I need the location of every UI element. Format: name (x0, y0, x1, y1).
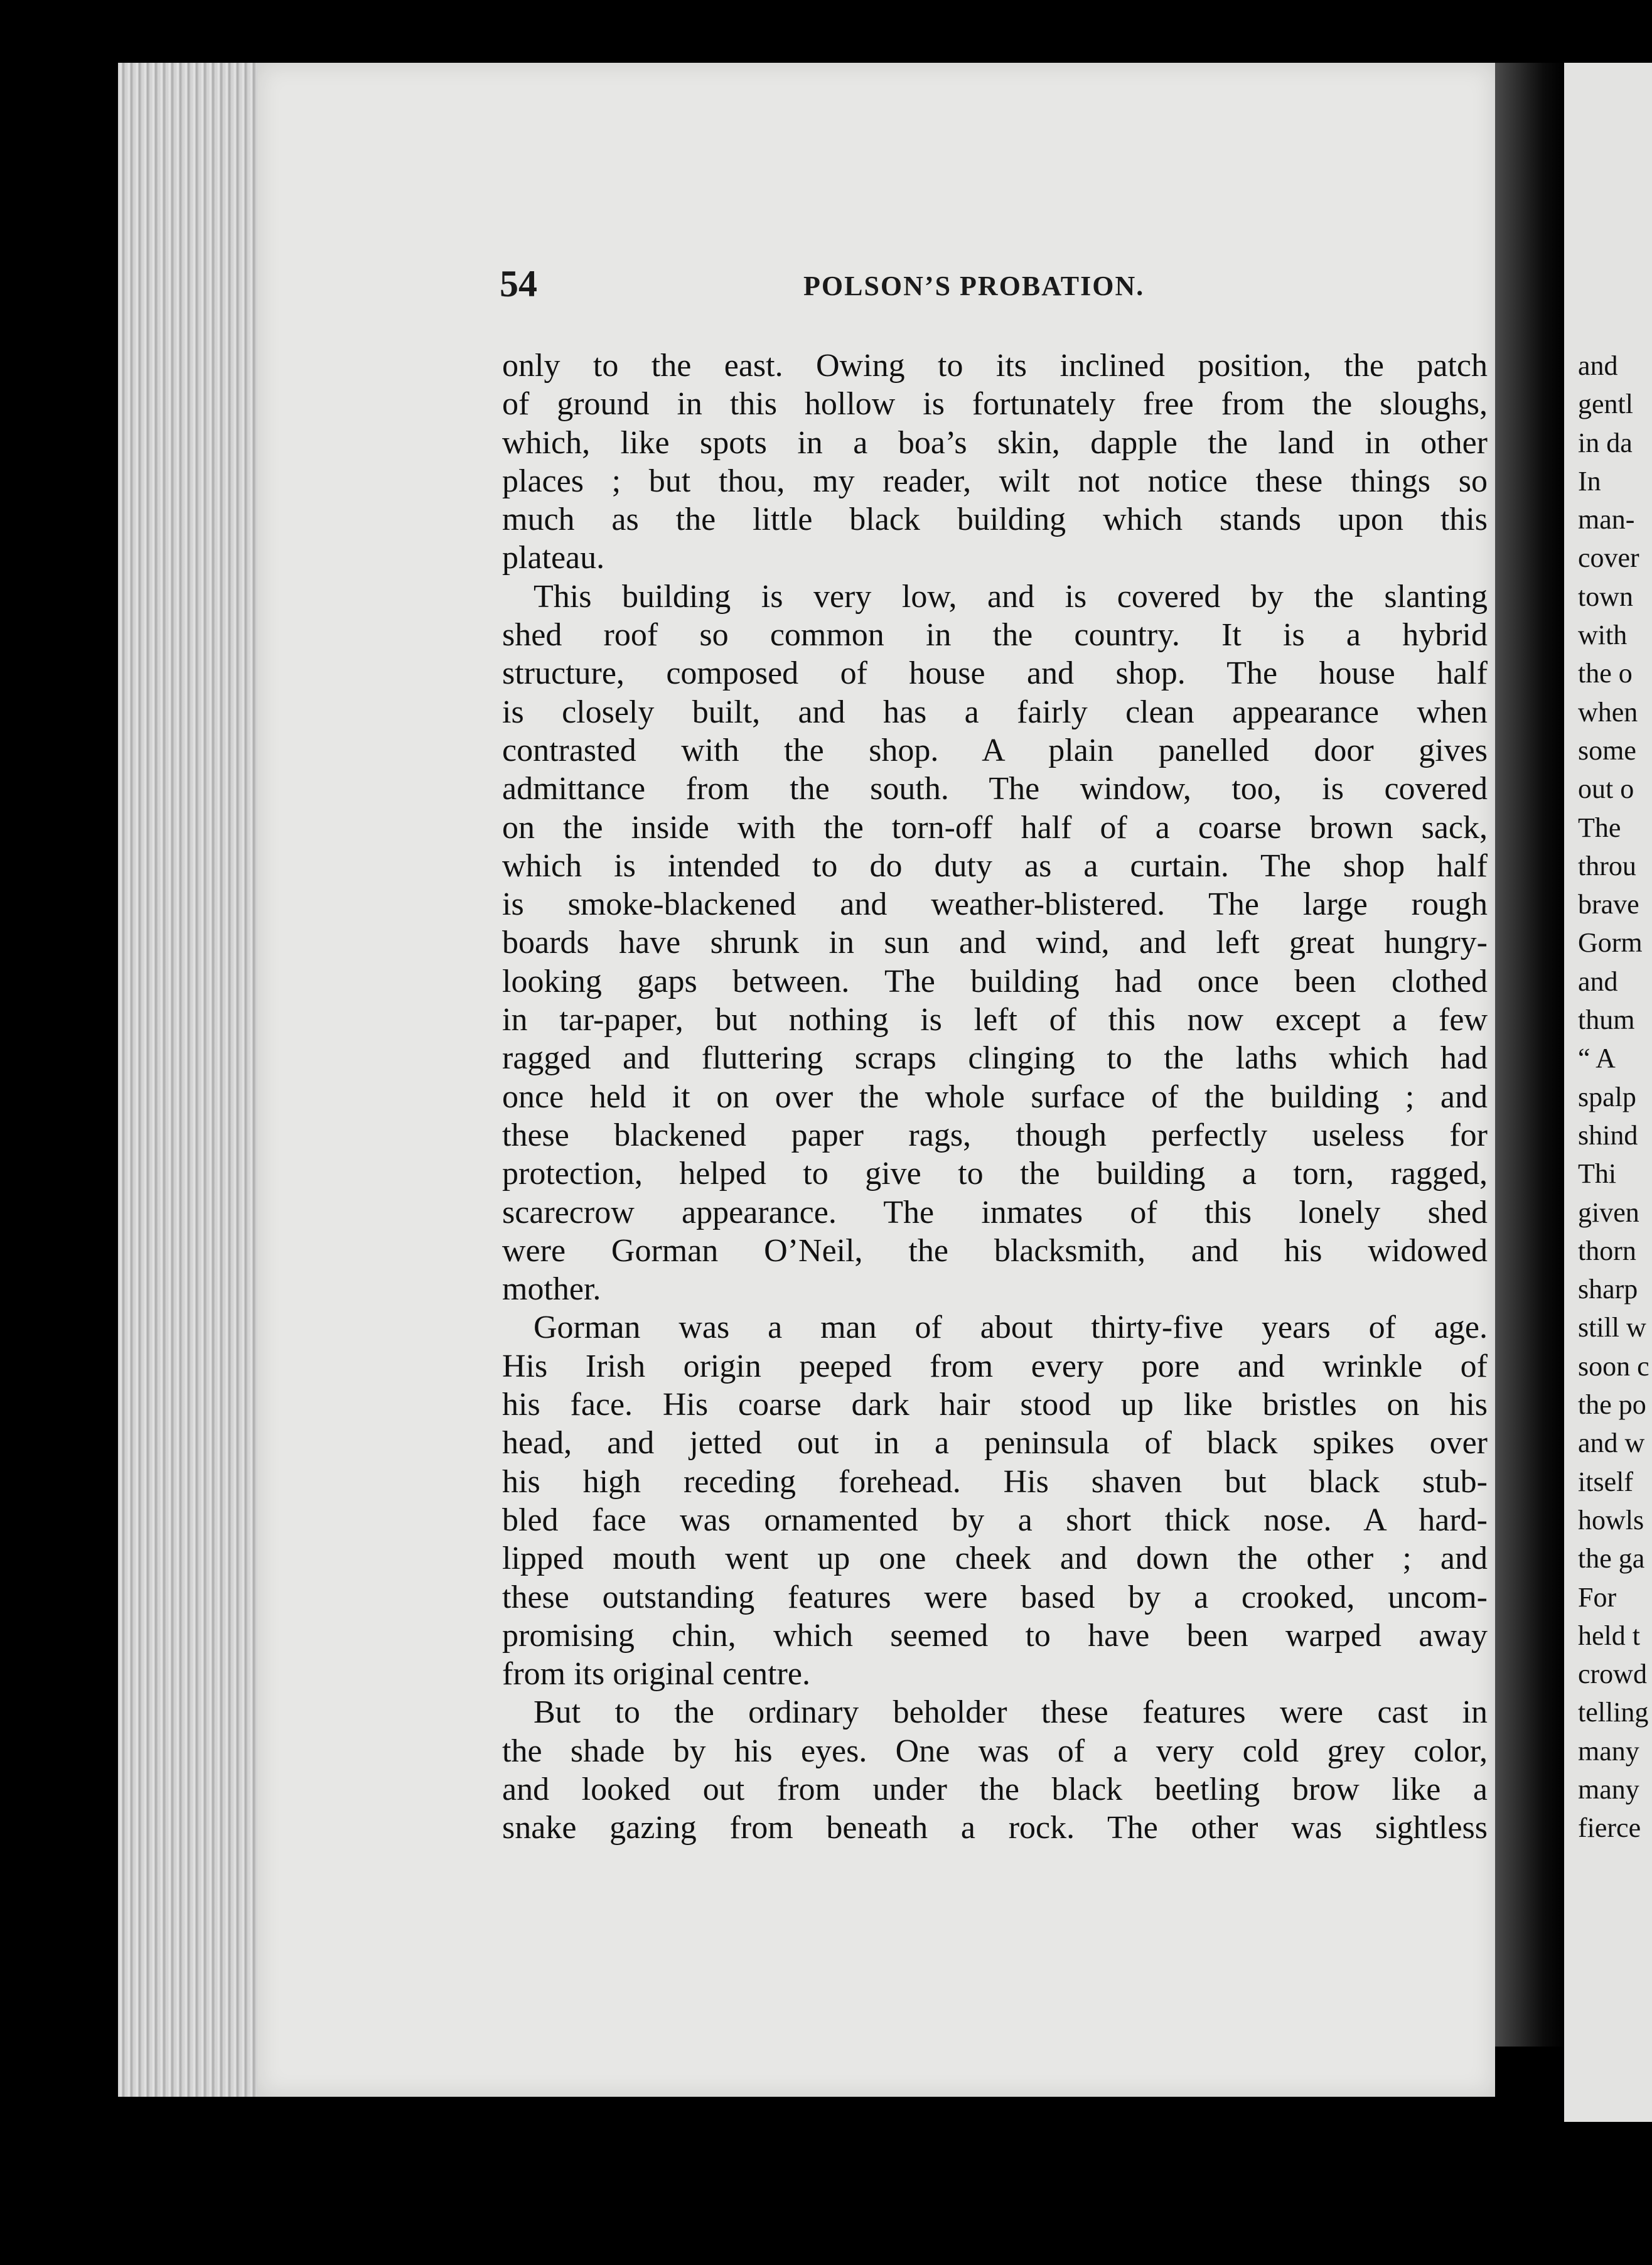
text-line: plateau. (502, 540, 605, 576)
right-page-line: soon c (1578, 1350, 1649, 1382)
text-line: places ; but thou, my reader, wilt not notice these things so (502, 463, 1488, 499)
text-line: from its original centre. (502, 1656, 810, 1692)
right-page-line: and w (1578, 1428, 1645, 1459)
right-page-line: shind (1578, 1119, 1638, 1151)
right-page-line: and (1578, 350, 1618, 381)
right-page-line: itself (1578, 1466, 1633, 1497)
text-line: were Gorman O’Neil, the blacksmith, and his widowed (502, 1232, 1488, 1269)
text-line: in tar-paper, but nothing is left of this now except a few (502, 1002, 1488, 1038)
right-page-line: many (1578, 1735, 1639, 1767)
page-number: 54 (500, 263, 537, 304)
text-line: promising chin, which seemed to have been warped away (502, 1617, 1488, 1654)
text-line: much as the little black building which stands upon this (502, 502, 1488, 538)
text-line: This building is very low, and is covered by the slanting (534, 578, 1488, 615)
right-page-line: town (1578, 581, 1633, 612)
right-page-line: out o (1578, 773, 1634, 805)
right-page-line: crowd (1578, 1659, 1647, 1690)
text-line: the shade by his eyes. One was of a very cold grey color, (502, 1733, 1488, 1769)
right-page-line: “ A (1578, 1043, 1616, 1074)
right-page-line: telling (1578, 1697, 1649, 1728)
text-line: Gorman was a man of about thirty-five years of age. (534, 1310, 1488, 1346)
text-line: admittance from the south. The window, too, is covered (502, 771, 1488, 807)
right-page-line: cover (1578, 542, 1639, 574)
body-text (502, 347, 1488, 1848)
right-page-line: thum (1578, 1004, 1635, 1036)
text-line: these blackened paper rags, though perfectly useless for (502, 1117, 1488, 1153)
text-line: head, and jetted out in a peninsula of black spikes over (502, 1425, 1488, 1461)
text-line: structure, composed of house and shop. The house half (502, 655, 1488, 692)
text-line: snake gazing from beneath a rock. The other was sightless (502, 1810, 1488, 1846)
text-line: his high receding forehead. His shaven but black stub- (502, 1463, 1488, 1500)
text-line: which is intended to do duty as a curtain. The shop half (502, 847, 1488, 884)
text-line: and looked out from under the black beetling brow like a (502, 1771, 1488, 1807)
text-line: scarecrow appearance. The inmates of this lonely shed (502, 1194, 1488, 1230)
running-head: POLSON’S PROBATION. (803, 271, 1145, 301)
right-page-line: the po (1578, 1389, 1646, 1421)
text-line: ragged and fluttering scraps clinging to the laths which had (502, 1040, 1488, 1077)
text-line: mother. (502, 1271, 601, 1308)
text-line: protection, helped to give to the building a torn, ragged, (502, 1156, 1488, 1192)
text-line: contrasted with the shop. A plain panelled door gives (502, 732, 1488, 768)
right-page-line: gentl (1578, 389, 1633, 420)
right-page-line: man- (1578, 504, 1635, 535)
right-page-line: the ga (1578, 1543, 1645, 1574)
text-line: looking gaps between. The building had once been clothed (502, 963, 1488, 999)
text-line: only to the east. Owing to its inclined position, the patch (502, 348, 1488, 384)
text-line: which, like spots in a boa’s skin, dapple the land in other (502, 424, 1488, 461)
page-edges (118, 63, 269, 2097)
right-page-line: sharp (1578, 1274, 1638, 1305)
right-page-line: many (1578, 1773, 1639, 1805)
right-page-text (1578, 347, 1649, 1848)
text-line: is closely built, and has a fairly clean appearance when (502, 694, 1488, 730)
text-line: these outstanding features were based by a crooked, uncom- (502, 1579, 1488, 1615)
text-line: of ground in this hollow is fortunately free from the sloughs, (502, 386, 1488, 422)
right-page-line: The (1578, 812, 1621, 843)
right-page-line: still w (1578, 1312, 1646, 1343)
right-page-line: throu (1578, 850, 1636, 881)
right-page-line: howls (1578, 1504, 1644, 1536)
text-line: But to the ordinary beholder these features were cast in (534, 1694, 1488, 1731)
right-page-line: some (1578, 734, 1636, 766)
right-page-line: fierce (1578, 1812, 1641, 1844)
text-line: bled face was ornamented by a short thick nose. A hard- (502, 1502, 1488, 1538)
text-line: is smoke-blackened and weather-blistered. The large rough (502, 886, 1488, 923)
text-line: once held it on over the whole surface of the building ; and (502, 1079, 1488, 1115)
right-page-line: held t (1578, 1620, 1640, 1651)
text-line: boards have shrunk in sun and wind, and left great hungry- (502, 925, 1488, 961)
right-page-line: given (1578, 1197, 1639, 1228)
right-page-line: Gorm (1578, 927, 1643, 959)
book-gutter (1495, 63, 1564, 2047)
right-page-line: with (1578, 620, 1628, 651)
right-page-line: the o (1578, 658, 1633, 689)
right-page-line: and (1578, 966, 1618, 997)
right-page-line: spalp (1578, 1081, 1636, 1112)
text-line: on the inside with the torn-off half of a coarse brown sack, (502, 809, 1488, 846)
text-line: shed roof so common in the country. It is a hybrid (502, 617, 1488, 654)
right-page-line: in da (1578, 427, 1633, 458)
text-line: lipped mouth went up one cheek and down the other ; and (502, 1541, 1488, 1577)
right-page-line: thorn (1578, 1235, 1636, 1266)
text-line: His Irish origin peeped from every pore and wrinkle of (502, 1348, 1488, 1384)
right-page-line: when (1578, 696, 1638, 728)
right-page-line: brave (1578, 889, 1639, 920)
right-page-line: For (1578, 1581, 1617, 1613)
right-page-line: In (1578, 465, 1601, 497)
right-page-line: Thi (1578, 1158, 1617, 1190)
text-line: his face. His coarse dark hair stood up like bristles on his (502, 1387, 1488, 1423)
